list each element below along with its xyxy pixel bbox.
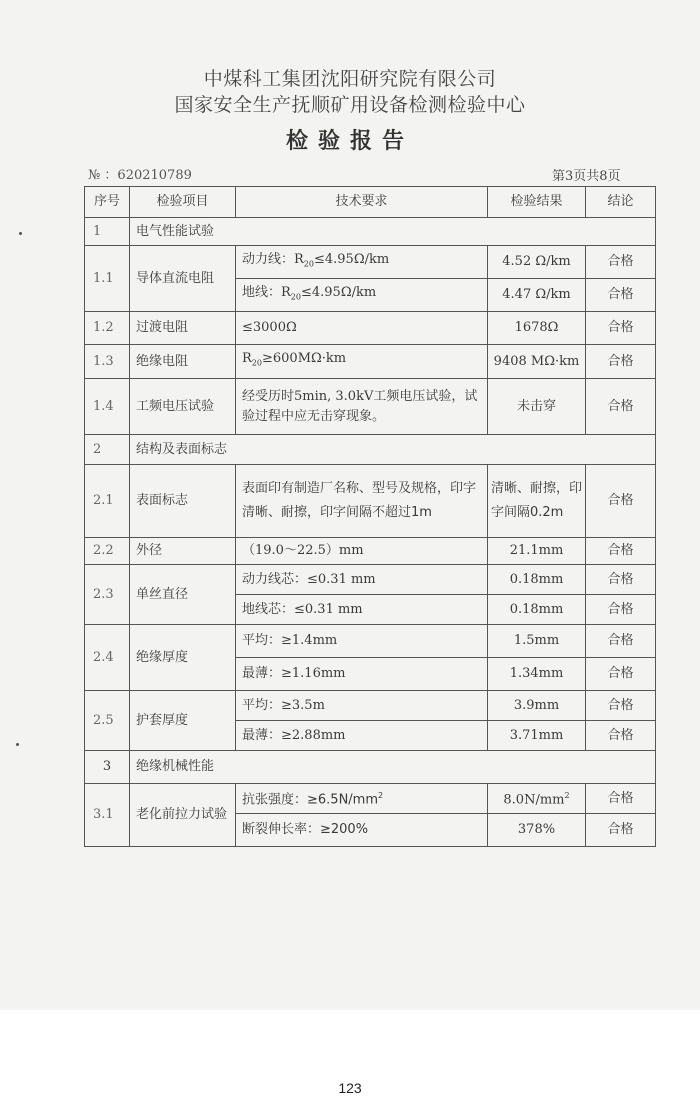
scan-speck <box>16 743 19 746</box>
header-requirement: 技术要求 <box>236 187 488 218</box>
requirement: 动力线芯：≤0.31 mm <box>236 565 488 595</box>
row-number: 1.3 <box>85 345 130 379</box>
test-item: 导体直流电阻 <box>130 246 236 312</box>
conclusion: 合格 <box>586 658 656 691</box>
table-row <box>85 565 656 595</box>
conclusion: 合格 <box>586 814 656 847</box>
conclusion: 合格 <box>586 784 656 814</box>
result: 3.71mm <box>488 721 586 751</box>
test-item: 表面标志 <box>130 465 236 538</box>
header-conclusion: 结论 <box>586 187 656 218</box>
result: 1.5mm <box>488 625 586 658</box>
table-row <box>85 465 656 538</box>
row-number: 2.1 <box>85 465 130 538</box>
requirement: 平均：≥3.5m <box>236 691 488 721</box>
conclusion: 合格 <box>586 565 656 595</box>
section-title: 绝缘机械性能 <box>130 751 656 784</box>
result: 3.9mm <box>488 691 586 721</box>
conclusion: 合格 <box>586 345 656 379</box>
requirement: 动力线：$R_{20}\le 4.95\Omega/km$ <box>236 246 488 279</box>
conclusion: 合格 <box>586 721 656 751</box>
header-item: 检验项目 <box>130 187 236 218</box>
row-number: 2.5 <box>85 691 130 751</box>
result: 9408 MΩ·km <box>488 345 586 379</box>
conclusion: 合格 <box>586 595 656 625</box>
inspection-table <box>84 186 656 847</box>
conclusion: 合格 <box>586 538 656 565</box>
test-item: 过渡电阻 <box>130 312 236 345</box>
result: 未击穿 <box>488 379 586 435</box>
test-item: 单丝直径 <box>130 565 236 625</box>
result: 378% <box>488 814 586 847</box>
result: 1678Ω <box>488 312 586 345</box>
section-row <box>85 218 656 246</box>
conclusion: 合格 <box>586 465 656 538</box>
requirement: 地线：$R_{20}\le 4.95\Omega/km$ <box>236 279 488 312</box>
requirement: ≤3000Ω <box>236 312 488 345</box>
test-item: 老化前拉力试验 <box>130 784 236 847</box>
conclusion: 合格 <box>586 279 656 312</box>
result: 0.18mm <box>488 565 586 595</box>
row-number: 1 <box>85 218 130 246</box>
result: 4.47 Ω/km <box>488 279 586 312</box>
scan-speck <box>19 232 22 235</box>
result: 21.1mm <box>488 538 586 565</box>
table-row <box>85 538 656 565</box>
test-item: 工频电压试验 <box>130 379 236 435</box>
requirement: 断裂伸长率：≥200% <box>236 814 488 847</box>
row-number: 1.4 <box>85 379 130 435</box>
table-row <box>85 246 656 279</box>
requirement: 地线芯：≤0.31 mm <box>236 595 488 625</box>
test-item: 绝缘电阻 <box>130 345 236 379</box>
center-name: 国家安全生产抚顺矿用设备检测检验中心 <box>174 94 526 116</box>
institute-name: 中煤科工集团沈阳研究院有限公司 <box>203 68 497 90</box>
row-number: 3.1 <box>85 784 130 847</box>
table-row <box>85 312 656 345</box>
section-title: 结构及表面标志 <box>130 435 656 465</box>
page-number: 123 <box>338 1080 362 1096</box>
requirement: 最薄：≥1.16mm <box>236 658 488 691</box>
result: 0.18mm <box>488 595 586 625</box>
row-number: 3 <box>85 751 130 784</box>
conclusion: 合格 <box>586 246 656 279</box>
table-row <box>85 625 656 658</box>
row-number: 2.4 <box>85 625 130 691</box>
row-number: 2 <box>85 435 130 465</box>
section-title: 电气性能试验 <box>130 218 656 246</box>
section-row <box>85 751 656 784</box>
table-row <box>85 691 656 721</box>
page-info: 第3页共8页 <box>552 169 621 184</box>
table-row <box>85 784 656 814</box>
test-item: 外径 <box>130 538 236 565</box>
header-result: 检验结果 <box>488 187 586 218</box>
result: 清晰、耐擦，印字间隔0.2m <box>488 465 586 538</box>
requirement: 经受历时5min, 3.0kV工频电压试验，试验过程中应无击穿现象。 <box>236 379 488 435</box>
header-seq: 序号 <box>85 187 130 218</box>
conclusion: 合格 <box>586 379 656 435</box>
requirement: 平均：≥1.4mm <box>236 625 488 658</box>
row-number: 1.2 <box>85 312 130 345</box>
result: 4.52 Ω/km <box>488 246 586 279</box>
row-number: 2.2 <box>85 538 130 565</box>
requirement: 最薄：≥2.88mm <box>236 721 488 751</box>
requirement: 抗张强度：$\ge 6.5N/mm^2$ <box>236 784 488 814</box>
table-row <box>85 345 656 379</box>
table-row <box>85 379 656 435</box>
test-item: 护套厚度 <box>130 691 236 751</box>
requirement: （19.0～22.5）mm <box>236 538 488 565</box>
conclusion: 合格 <box>586 691 656 721</box>
row-number: 2.3 <box>85 565 130 625</box>
requirement: $R_{20}\ge 600M\Omega\cdot km$ <box>236 345 488 379</box>
table-header-row <box>85 187 656 218</box>
result: 1.34mm <box>488 658 586 691</box>
result: $8.0N/mm^2$ <box>488 784 586 814</box>
requirement: 表面印有制造厂名称、型号及规格，印字清晰、耐擦，印字间隔不超过1m <box>236 465 488 538</box>
report-title: 检验报告 <box>285 129 414 154</box>
test-item: 绝缘厚度 <box>130 625 236 691</box>
conclusion: 合格 <box>586 312 656 345</box>
conclusion: 合格 <box>586 625 656 658</box>
section-row <box>85 435 656 465</box>
row-number: 1.1 <box>85 246 130 312</box>
document-number: № ：620210789 <box>88 168 192 183</box>
